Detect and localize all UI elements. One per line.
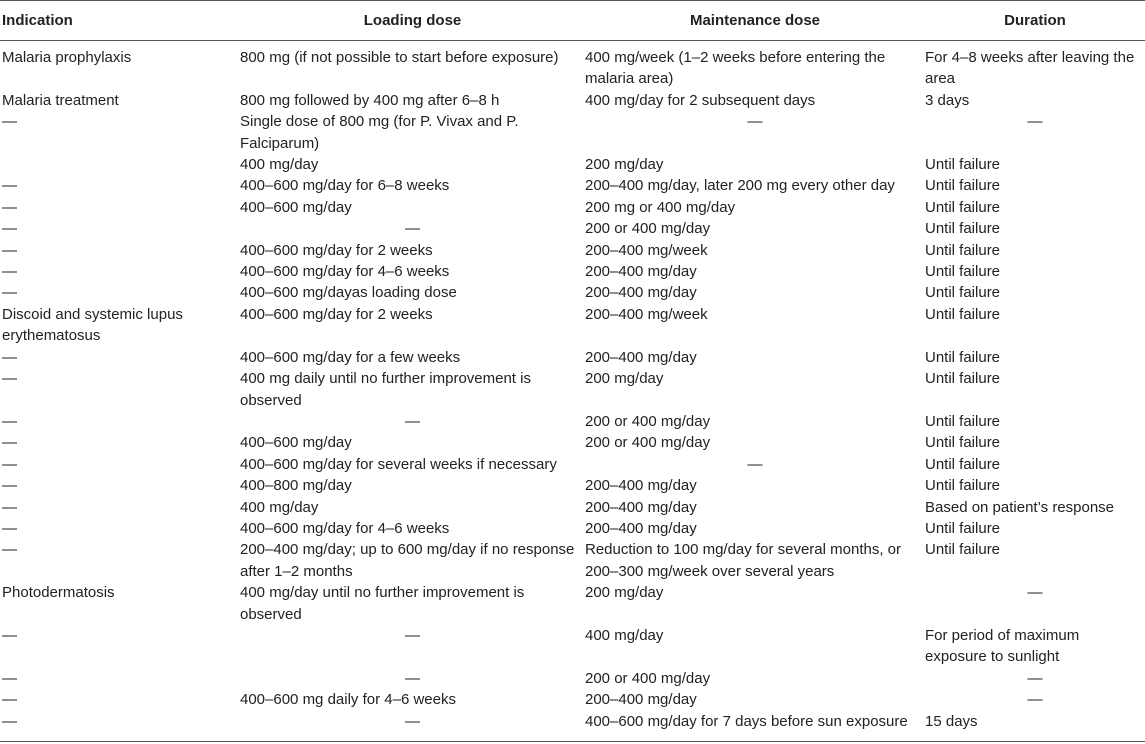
table-row [0, 175, 1145, 196]
indication-cell: — [2, 113, 17, 131]
table-row [0, 154, 1145, 175]
duration-cell: 15 days [925, 711, 1145, 742]
table-row [0, 432, 1145, 453]
duration-cell: — [1027, 669, 1043, 687]
maintenance-dose-cell: — [747, 455, 763, 473]
table-row [0, 625, 1145, 668]
loading-dose-cell: Single dose of 800 mg (for P. Vivax and P. Falciparum) [240, 113, 519, 152]
table-row [0, 41, 1145, 90]
duration-cell: Until failure [925, 305, 1001, 323]
loading-dose-cell: 400 mg/day [240, 498, 319, 516]
maintenance-dose-cell: 200–400 mg/week [585, 305, 708, 323]
table-row [0, 518, 1145, 539]
loading-dose-cell: 400–600 mg/day for several weeks if necessary [240, 455, 557, 473]
maintenance-dose-cell: 200 or 400 mg/day [585, 412, 711, 430]
table-row [0, 668, 1145, 689]
table-row [0, 539, 1145, 582]
loading-dose-cell: 400–600 mg/day for 4–6 weeks [240, 519, 450, 537]
duration-cell: Until failure [925, 519, 1001, 537]
maintenance-dose-cell: 400 mg/day [585, 626, 664, 644]
loading-dose-cell: 800 mg (if not possible to start before exposure) [240, 49, 559, 66]
table-row [0, 368, 1145, 411]
maintenance-dose-cell: 400 mg/week (1–2 weeks before entering the malaria area) [585, 49, 886, 88]
maintenance-dose-cell: 200 or 400 mg/day [585, 434, 711, 452]
table-row [0, 711, 1145, 742]
indication-cell: — [2, 669, 17, 687]
indication-cell: — [0, 711, 240, 742]
indication-cell: — [2, 220, 17, 238]
maintenance-dose-cell: 200–400 mg/day [585, 498, 697, 516]
indication-cell [0, 154, 240, 175]
indication-cell: — [2, 519, 17, 537]
loading-dose-cell: 400–600 mg/day for 4–6 weeks [240, 263, 450, 281]
indication-cell: — [2, 177, 17, 195]
duration-cell: — [1027, 691, 1043, 709]
loading-dose-cell: 400–600 mg/day for 6–8 weeks [240, 177, 450, 195]
table-row [0, 454, 1145, 475]
table-row [0, 218, 1145, 239]
duration-cell: — [1027, 584, 1043, 602]
duration-cell: Until failure [925, 412, 1001, 430]
maintenance-dose-cell: Reduction to 100 mg/day for several months, or 200–300 mg/week over several years [585, 541, 901, 580]
header-loading-dose: Loading dose [240, 1, 585, 41]
duration-cell: 3 days [925, 91, 970, 109]
maintenance-dose-cell: 200–400 mg/week [585, 241, 708, 259]
loading-dose-cell: 400–600 mg/day [240, 198, 352, 216]
table-row [0, 689, 1145, 710]
loading-dose-cell: 400–600 mg/dayas loading dose [240, 284, 457, 302]
indication-cell: — [2, 498, 17, 516]
duration-cell: For period of maximum exposure to sunlight [925, 626, 1080, 666]
maintenance-dose-cell: — [747, 113, 763, 131]
loading-dose-cell: 400–600 mg/day for 2 weeks [240, 241, 433, 259]
duration-cell: Until failure [925, 348, 1001, 366]
loading-dose-cell: — [405, 220, 420, 238]
maintenance-dose-cell: 200–400 mg/day [585, 348, 697, 366]
indication-cell: — [2, 263, 17, 281]
table-row [0, 582, 1145, 625]
header-indication: Indication [0, 1, 240, 41]
indication-cell: Malaria treatment [2, 91, 119, 109]
indication-cell: — [2, 626, 17, 644]
indication-cell: — [2, 284, 17, 302]
maintenance-dose-cell: 200 mg/day [585, 156, 664, 174]
table-body [0, 41, 1145, 742]
indication-cell: — [2, 477, 17, 495]
loading-dose-cell: 400–600 mg/day for a few weeks [240, 348, 461, 366]
indication-cell: — [2, 348, 17, 366]
loading-dose-cell: — [240, 711, 585, 742]
loading-dose-cell: — [405, 626, 420, 644]
table-row [0, 240, 1145, 261]
maintenance-dose-cell: 200 or 400 mg/day [585, 669, 711, 687]
indication-cell: Discoid and systemic lupus erythematosus [2, 305, 183, 345]
table-row [0, 347, 1145, 368]
loading-dose-cell: 400 mg/day until no further improvement is observed [240, 584, 525, 623]
indication-cell: Malaria prophylaxis [2, 49, 132, 66]
duration-cell: — [1027, 113, 1043, 131]
maintenance-dose-cell: 200 or 400 mg/day [585, 220, 711, 238]
loading-dose-cell: 800 mg followed by 400 mg after 6–8 h [240, 91, 500, 109]
duration-cell: Until failure [925, 284, 1001, 302]
duration-cell: Until failure [925, 455, 1001, 473]
loading-dose-cell: 400–600 mg daily for 4–6 weeks [240, 691, 456, 709]
duration-cell: Until failure [925, 370, 1001, 388]
loading-dose-cell: 400 mg/day [240, 156, 319, 174]
table-row [0, 304, 1145, 347]
maintenance-dose-cell: 200–400 mg/day [585, 691, 697, 709]
indication-cell: Photodermatosis [2, 584, 115, 602]
loading-dose-cell: — [405, 669, 420, 687]
maintenance-dose-cell: 200–400 mg/day [585, 519, 697, 537]
header-duration: Duration [925, 1, 1145, 41]
header-row [0, 1, 1145, 41]
maintenance-dose-cell: 400–600 mg/day for 7 days before sun exposure [585, 711, 925, 742]
loading-dose-cell: 400–800 mg/day [240, 477, 352, 495]
loading-dose-cell: 200–400 mg/day; up to 600 mg/day if no response after 1–2 months [240, 541, 575, 580]
duration-cell: Until failure [925, 541, 1001, 559]
indication-cell: — [2, 241, 17, 259]
table-row [0, 197, 1145, 218]
indication-cell: — [2, 541, 17, 559]
table-row [0, 411, 1145, 432]
duration-cell: Until failure [925, 156, 1001, 174]
maintenance-dose-cell: 200 mg/day [585, 584, 664, 602]
loading-dose-cell: 400 mg daily until no further improvement is observed [240, 370, 531, 409]
indication-cell: — [2, 370, 17, 388]
table-row [0, 111, 1145, 154]
indication-cell: — [2, 412, 17, 430]
indication-cell: — [2, 434, 17, 452]
maintenance-dose-cell: 200–400 mg/day [585, 263, 697, 281]
maintenance-dose-cell: 400 mg/day for 2 subsequent days [585, 91, 816, 109]
duration-cell: Based on patient’s response [925, 498, 1115, 516]
duration-cell: Until failure [925, 198, 1001, 216]
loading-dose-cell: — [405, 412, 420, 430]
loading-dose-cell: 400–600 mg/day for 2 weeks [240, 305, 433, 323]
maintenance-dose-cell: 200–400 mg/day [585, 284, 697, 302]
indication-cell: — [2, 455, 17, 473]
duration-cell: Until failure [925, 177, 1001, 195]
indication-cell: — [2, 198, 17, 216]
maintenance-dose-cell: 200 mg or 400 mg/day [585, 198, 736, 216]
maintenance-dose-cell: 200–400 mg/day, later 200 mg every other day [585, 177, 895, 195]
table-row [0, 282, 1145, 303]
duration-cell: For 4–8 weeks after leaving the area [925, 49, 1135, 88]
duration-cell: Until failure [925, 477, 1001, 495]
table-row [0, 261, 1145, 282]
duration-cell: Until failure [925, 220, 1001, 238]
table-row [0, 90, 1145, 111]
duration-cell: Until failure [925, 263, 1001, 281]
maintenance-dose-cell: 200–400 mg/day [585, 477, 697, 495]
table-row [0, 497, 1145, 518]
maintenance-dose-cell: 200 mg/day [585, 370, 664, 388]
duration-cell: Until failure [925, 434, 1001, 452]
header-maintenance-dose: Maintenance dose [585, 1, 925, 41]
indication-cell: — [2, 691, 17, 709]
table-row [0, 475, 1145, 496]
duration-cell: Until failure [925, 241, 1001, 259]
loading-dose-cell: 400–600 mg/day [240, 434, 352, 452]
